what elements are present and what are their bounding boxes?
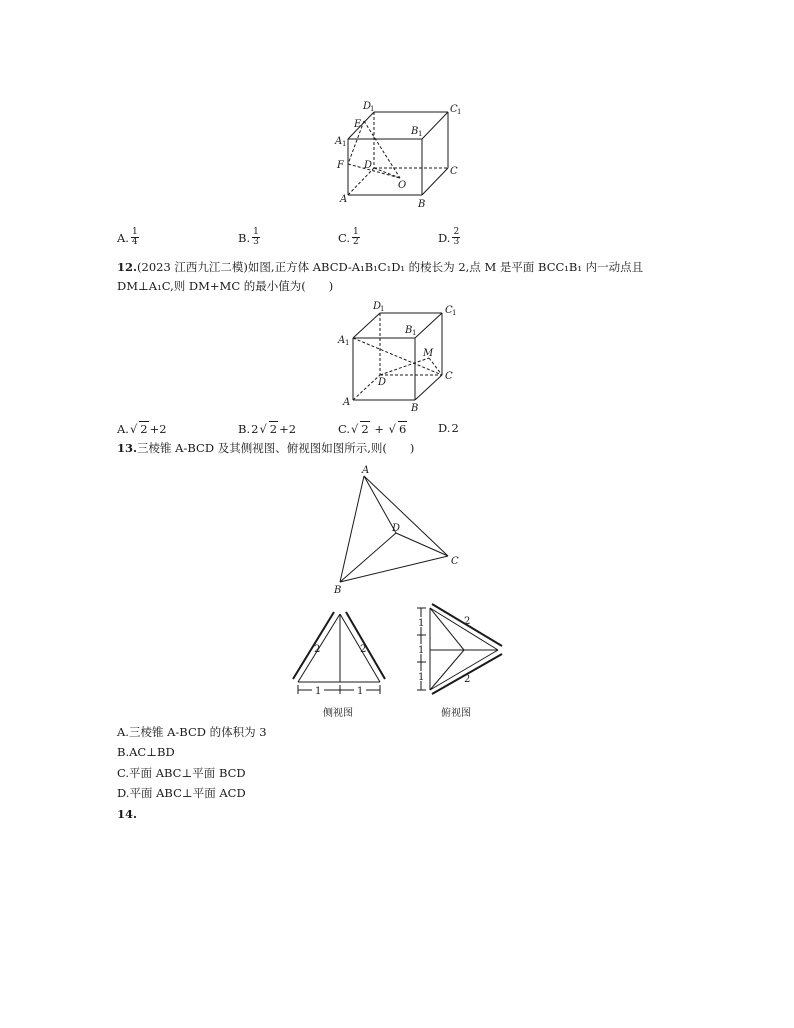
- cube-figure-1: [330, 96, 470, 212]
- svg-text:1: 1: [342, 140, 347, 148]
- top-upper-edge-label: 2: [464, 616, 471, 627]
- q12-option-a: A. √ 2 +2: [117, 421, 167, 436]
- svg-text:1: 1: [370, 105, 375, 113]
- svg-text:1: 1: [380, 305, 385, 313]
- label-A: A: [343, 397, 351, 408]
- label-F: F: [337, 160, 344, 171]
- q13-option-a: A.三棱锥 A-BCD 的体积为 3: [117, 725, 267, 739]
- label-A1: A: [338, 335, 346, 346]
- label-C1: C: [450, 104, 458, 115]
- svg-text:1: 1: [345, 339, 350, 347]
- q12-option-d: D. 2: [438, 421, 459, 435]
- label-A1: A: [335, 136, 343, 147]
- svg-text:1: 1: [452, 309, 457, 317]
- side-base-right-label: 1: [357, 686, 364, 697]
- q13-option-d: D.平面 ABC⊥平面 ACD: [117, 786, 246, 800]
- label-C1: C: [445, 305, 453, 316]
- label-D: D: [392, 523, 401, 534]
- top-dim-1-label: 1: [418, 618, 425, 629]
- label-A: A: [362, 465, 370, 476]
- q13-option-c: C.平面 ABC⊥平面 BCD: [117, 766, 246, 780]
- label-B: B: [418, 199, 426, 210]
- side-right-edge-label: 2: [360, 644, 367, 655]
- label-B: B: [411, 403, 419, 412]
- tetrahedron-figure: [330, 460, 470, 600]
- top-lower-edge-label: 2: [464, 674, 471, 685]
- label-C: C: [445, 371, 453, 382]
- label-M: M: [423, 348, 434, 359]
- label-A: A: [340, 194, 348, 205]
- q14-number: 14.: [117, 807, 138, 821]
- q11-option-d: D. $\frac{2}{3}$: [438, 227, 460, 247]
- label-D1: D: [373, 301, 382, 312]
- q12-stem-line1: 12.(2023 江西九江二模)如图,正方体 ABCD-A₁B₁C₁D₁ 的棱长为 2,点 M 是平面 BCC₁B₁ 内一动点且: [117, 260, 644, 274]
- q12-stem-line2: DM⊥A₁C,则 DM+MC 的最小值为( ): [117, 279, 334, 293]
- top-view-figure: [412, 600, 512, 698]
- svg-text:1: 1: [418, 130, 423, 138]
- svg-text:1: 1: [457, 108, 462, 116]
- label-C: C: [450, 166, 458, 177]
- q13-option-b: B.AC⊥BD: [117, 745, 175, 759]
- label-D: D: [364, 160, 373, 171]
- label-D1: D: [363, 101, 372, 112]
- side-view-figure: [290, 604, 390, 698]
- label-B: B: [334, 585, 342, 596]
- q12-option-c: C. √ 2 + √ 6: [338, 421, 407, 436]
- q13-stem: 13.三棱锥 A-BCD 及其侧视图、俯视图如图所示,则( ): [117, 441, 415, 455]
- top-view-caption: 俯视图: [441, 708, 471, 719]
- label-B1: B: [411, 126, 419, 137]
- label-O: O: [398, 180, 407, 191]
- label-C: C: [451, 556, 459, 567]
- q11-option-c: C. $\frac{1}{2}$: [338, 227, 359, 247]
- side-base-left-label: 1: [315, 686, 322, 697]
- label-D: D: [378, 377, 387, 388]
- top-dim-2-label: 1: [418, 645, 425, 656]
- q11-option-a: A. $\frac{1}{4}$: [117, 227, 138, 247]
- svg-text:1: 1: [412, 329, 417, 337]
- q11-option-b: B. $\frac{1}{3}$: [238, 227, 259, 247]
- side-view-caption: 侧视图: [323, 708, 353, 719]
- q12-option-b: B. 2 √ 2 +2: [238, 421, 297, 436]
- side-left-edge-label: 2: [314, 644, 321, 655]
- label-E: E: [354, 119, 362, 130]
- top-dim-3-label: 1: [418, 672, 425, 683]
- cube-figure-2: [335, 296, 465, 412]
- label-B1: B: [405, 325, 413, 336]
